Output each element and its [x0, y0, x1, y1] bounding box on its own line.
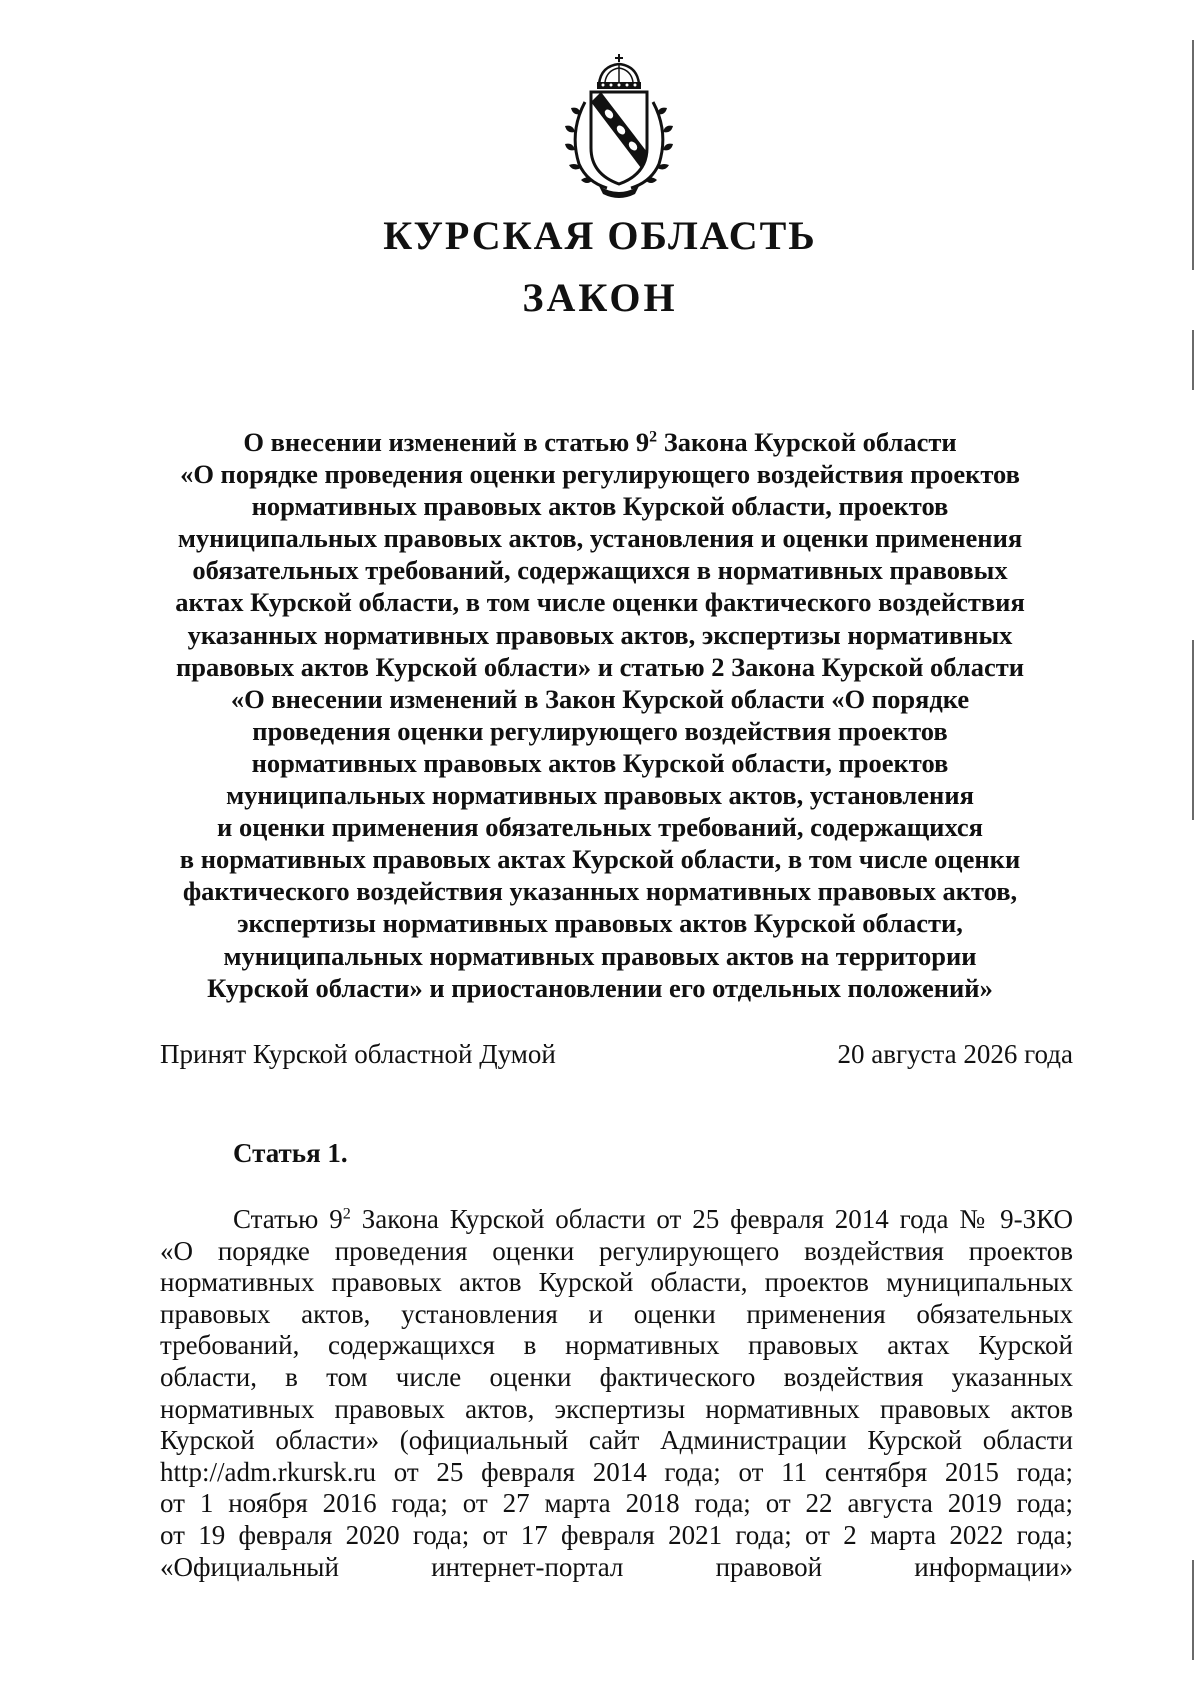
- text-fragment: проведения оценки регулирующего воздействия проектов: [252, 715, 948, 746]
- text-line: [140, 586, 1060, 618]
- scan-edge-line: [1192, 1560, 1194, 1660]
- text-fragment: Закона Курской области от 25 февраля 2014 года № 9-ЗКО: [350, 1204, 1073, 1234]
- text-fragment: Закона Курской области: [657, 427, 957, 457]
- text-line: [140, 972, 1060, 1004]
- text-fragment: «Официальный интернет-портал правовой информации»: [160, 1551, 1073, 1582]
- text-line: [140, 490, 1060, 522]
- text-fragment: требований, содержащихся в нормативных правовых актах Курской: [160, 1330, 1073, 1361]
- text-fragment: обязательных требований, содержащихся в нормативных правовых: [192, 555, 1008, 586]
- text-line: [160, 1457, 1073, 1489]
- adoption-line: [160, 1036, 1073, 1072]
- text-line: [140, 875, 1060, 907]
- text-line: [160, 1552, 1073, 1584]
- text-line: [160, 1299, 1073, 1331]
- superscript: 2: [342, 1204, 351, 1223]
- text-fragment: экспертизы нормативных правовых актов Курской области,: [237, 908, 963, 939]
- text-line: [140, 940, 1060, 972]
- text-fragment: правовых актов Курской области» и статью 2 Закона Курской области: [175, 651, 1025, 682]
- text-fragment: «О внесении изменений в Закон Курской области «О порядке: [230, 683, 970, 714]
- text-fragment: указанных нормативных правовых актов, экспертизы нормативных: [187, 619, 1013, 650]
- text-line: [160, 1425, 1073, 1457]
- text-fragment: нормативных правовых актов Курской области, проектов муниципальных: [160, 1267, 1073, 1298]
- law-title: [140, 426, 1060, 1004]
- text-line: [140, 458, 1060, 490]
- article-body: [160, 1204, 1073, 1583]
- text-line: [140, 683, 1060, 715]
- superscript: 2: [649, 428, 658, 446]
- text-line: [160, 1362, 1073, 1394]
- text-line: [140, 811, 1060, 843]
- document-type-heading: ЗАКОН: [522, 275, 678, 320]
- text-fragment: от 19 февраля 2020 года; от 17 февраля 2021 года; от 2 марта 2022 года;: [160, 1519, 1073, 1550]
- text-line: [160, 1520, 1073, 1552]
- text-line: [140, 554, 1060, 586]
- text-line: [140, 843, 1060, 875]
- text-fragment: в нормативных правовых актах Курской области, в том числе оценки: [179, 844, 1021, 875]
- text-fragment: и оценки применения обязательных требований, содержащихся: [217, 812, 983, 843]
- text-fragment: нормативных правовых актов Курской области, проектов: [251, 747, 949, 778]
- text-fragment: фактического воздействия указанных нормативных правовых актов,: [182, 876, 1018, 907]
- text-line: [140, 747, 1060, 779]
- adoption-date: 20 августа 2026 года: [837, 1039, 1073, 1069]
- kursk-coat-of-arms-icon: [555, 52, 683, 200]
- region-heading: КУРСКАЯ ОБЛАСТЬ: [383, 213, 817, 258]
- text-line: [160, 1236, 1073, 1268]
- text-fragment: области, в том числе оценки фактического воздействия указанных: [160, 1361, 1073, 1392]
- text-line: [160, 1488, 1073, 1520]
- text-line: [140, 651, 1060, 683]
- adopting-body: Принят Курской областной Думой: [160, 1039, 556, 1069]
- text-fragment: «О порядке проведения оценки регулирующего воздействия проектов: [160, 1235, 1073, 1266]
- text-fragment: актах Курской области, в том числе оценки фактического воздействия: [175, 587, 1025, 618]
- text-fragment: от 1 ноября 2016 года; от 27 марта 2018 года; от 22 августа 2019 года;: [160, 1488, 1073, 1519]
- text-fragment: О внесении изменений в статью 9: [243, 427, 650, 457]
- text-line: [140, 715, 1060, 747]
- text-fragment: нормативных правовых актов Курской области, проектов: [251, 491, 949, 522]
- text-line: [140, 619, 1060, 651]
- text-fragment: муниципальных нормативных правовых актов, установления: [226, 780, 974, 811]
- text-line: [160, 1330, 1073, 1362]
- text-line: [140, 779, 1060, 811]
- article-heading: Статья 1.: [233, 1138, 348, 1168]
- text-line: [140, 522, 1060, 554]
- text-fragment: Статью 9: [233, 1204, 343, 1234]
- scan-edge-line: [1192, 640, 1194, 820]
- scan-edge-line: [1192, 330, 1194, 390]
- text-fragment: «О порядке проведения оценки регулирующего воздействия проектов: [180, 459, 1020, 490]
- text-fragment: Курской области» (официальный сайт Администрации Курской области: [160, 1425, 1073, 1456]
- text-fragment: правовых актов, установления и оценки применения обязательных: [160, 1298, 1073, 1329]
- text-fragment: муниципальных нормативных правовых актов на территории: [223, 940, 977, 971]
- text-line: [160, 1267, 1073, 1299]
- text-fragment: Курской области» и приостановлении его отдельных положений»: [207, 972, 993, 1003]
- text-line: [140, 907, 1060, 939]
- text-fragment: http://adm.rkursk.ru от 25 февраля 2014 года; от 11 сентября 2015 года;: [160, 1456, 1073, 1487]
- text-fragment: нормативных правовых актов, экспертизы нормативных правовых актов: [160, 1393, 1073, 1424]
- text-line: [160, 1204, 1073, 1236]
- text-line: [160, 1394, 1073, 1426]
- text-line: [140, 426, 1060, 458]
- text-fragment: муниципальных правовых актов, установления и оценки применения: [177, 523, 1023, 554]
